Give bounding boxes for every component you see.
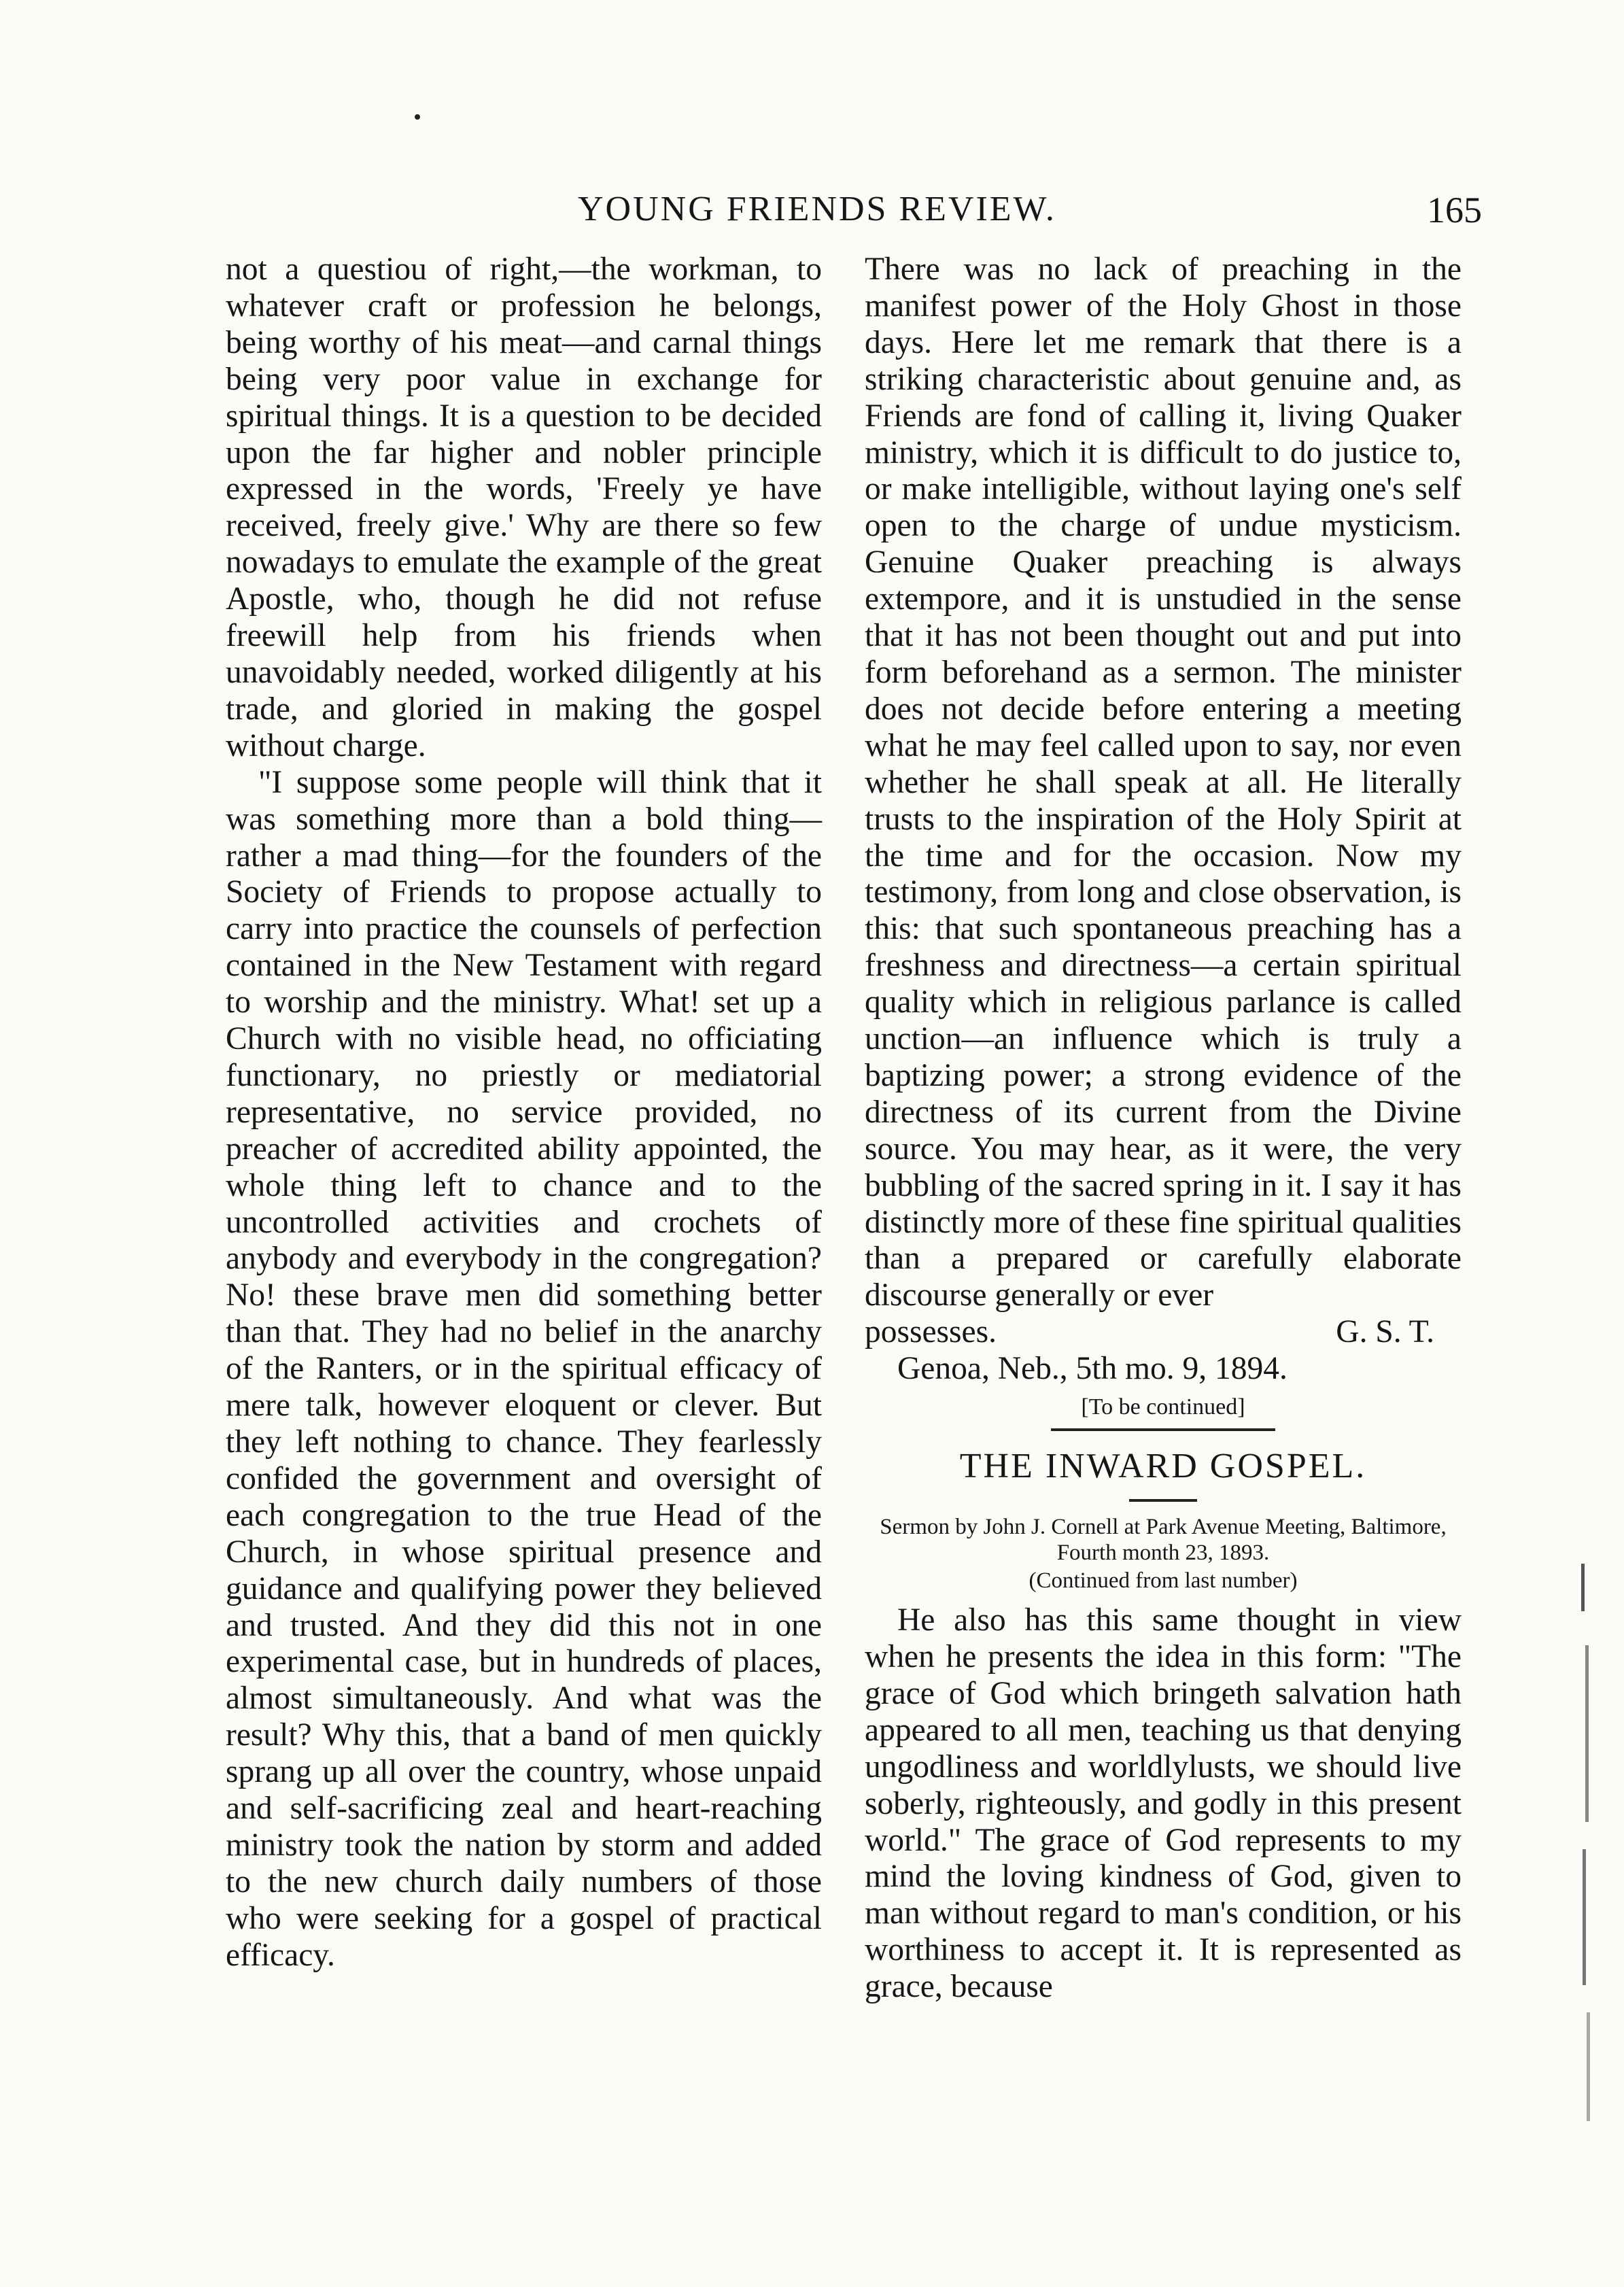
right-column — [865, 252, 1462, 2006]
paragraph-ending: possesses. — [865, 1314, 997, 1350]
author-initials: G. S. T. — [1336, 1314, 1434, 1350]
page-number: 165 — [1427, 190, 1482, 230]
page-header — [224, 189, 1482, 243]
continued-from-note: (Continued from last number) — [1029, 1568, 1298, 1594]
signature-line — [865, 1314, 1462, 1351]
right-paragraph-1: There was no lack of preaching in the manifest power of the Holy Ghost in those days. Here let me remark that there is a striking characteristic about genuine and, as Friends are fond of calling it, living Quaker ministry, which it is difficult to do justice to, or make intelligible, without laying one's self open to the charge of undue mysticism. Genuine Quaker preaching is always extempore, and it is unstudied in the sense that it has not been thought out and put into form beforehand as a sermon. The minister does not decide before entering a meeting what he may feel called upon to say, nor even whether he shall speak at all. He literally trusts to the inspiration of the Holy Spirit at the time and for the occasion. Now my testimony, from long and close observation, is this: that such spontaneous preaching has a freshness and directness—a certain spiritual quality which in religious parlance is called unction—an influence which is truly a baptizing power; a strong evidence of the directness of its current from the Divine source. You may hear, as it were, the very bubbling of the sacred spring in it. I say it has distinctly more of these fine spiritual qualities than a prepared or carefully elaborate discourse generally or ever — [865, 252, 1462, 1313]
section-divider — [1051, 1428, 1275, 1431]
left-column — [226, 252, 822, 1974]
scan-edge-marks — [1577, 1564, 1604, 2142]
running-title: YOUNG FRIENDS REVIEW. — [578, 190, 1056, 228]
right-paragraph-2: He also has this same thought in view when he presents the idea in this form: "The grace of God which bringeth salvation hath appeared to all men, teaching us that denying ungodliness and worldlylusts, we should live soberly, righteously, and godly in this present world." The grace of God represents to my mind the loving kindness of God, given to man without regard to man's condition, or his worthiness to accept it. It is represented as grace, because — [865, 1602, 1462, 2005]
ink-speck — [415, 114, 420, 120]
section-title: THE INWARD GOSPEL. — [959, 1447, 1367, 1486]
left-paragraph-2: "I suppose some people will think that it was something more than a bold thing—rather a mad thing—for the founders of the Society of Friends to propose actually to carry into practice the counsels of perfection contained in the New Testament with regard to worship and the ministry. What! set up a Church with no visible head, no officiating functionary, no priestly or mediatorial representative, no service provided, no preacher of accredited ability appointed, the whole thing left to chance and to the uncontrolled activities and crochets of anybody and everybody in the congregation? No! these brave men did something better than that. They had no belief in the anarchy of the Ranters, or in the spiritual efficacy of mere talk, however eloquent or clever. But they left nothing to chance. They fearlessly confided the government and oversight of each congregation to the true Head of the Church, in whose spiritual presence and guidance and qualifying power they believed and trusted. And they did this not in one experimental case, but in hundreds of places, almost simultaneously. And what was the result? Why this, that a band of men quickly sprang up all over the country, whose unpaid and self-sacrificing zeal and heart-reaching ministry took the nation by storm and added to the new church daily numbers of those who were seeking for a gospel of practical efficacy. — [226, 764, 822, 1973]
to-be-continued-note: [To be continued] — [1081, 1394, 1245, 1420]
dateline: Genoa, Neb., 5th mo. 9, 1894. — [897, 1351, 1288, 1387]
title-rule — [1129, 1499, 1197, 1502]
sermon-byline: Sermon by John J. Cornell at Park Avenue Meeting, Baltimore, Fourth month 23, 1893. — [880, 1515, 1447, 1566]
left-paragraph-1: not a questiou of right,—the workman, to whatever craft or profession he belongs, being worthy of his meat—and carnal things being very poor value in exchange for spiritual things. It is a question to be decided upon the far higher and nobler principle expressed in the words, 'Freely ye have received, freely give.' Why are there so few nowadays to emulate the example of the great Apostle, who, though he did not refuse freewill help from his friends when unavoidably needed, worked diligently at his trade, and gloried in making the gospel without charge. — [226, 252, 822, 763]
